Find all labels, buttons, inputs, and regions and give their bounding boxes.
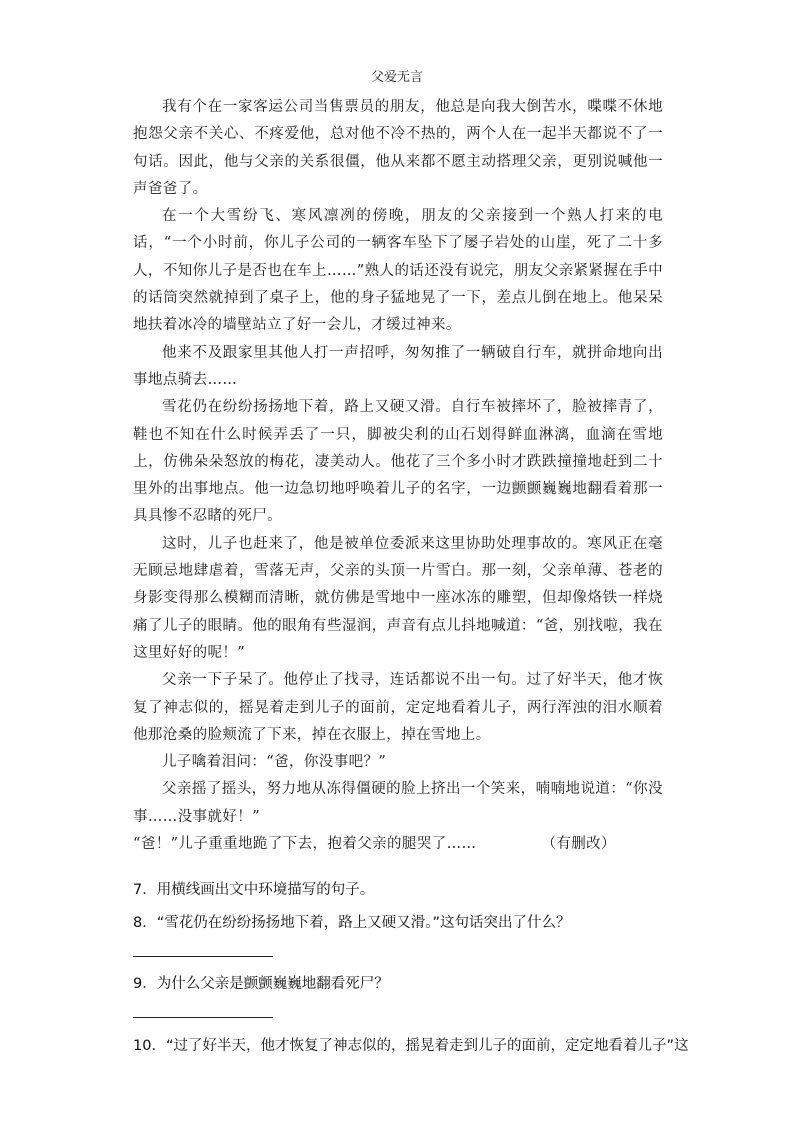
answer-line-8[interactable] bbox=[133, 956, 273, 957]
closing-text: “爸！”儿子重重地跪了下去，抱着父亲的腿哭了…… bbox=[133, 836, 477, 853]
paragraph: 我有个在一家客运公司当售票员的朋友，他总是向我大倒苦水，喋喋不休地抱怨父亲不关心、不疼爱他，总对他不冷不热的，两个人在一起半天都说不了一句话。因此，他与父亲的关系很僵，他从来都不愿主动搭理父亲，更别说喊他一声爸爸了。 bbox=[133, 99, 663, 197]
article-body bbox=[133, 94, 663, 858]
question-8: 8．“雪花仍在纷纷扬扬地下着，路上又硬又滑。”这句话突出了什么？ bbox=[133, 915, 571, 931]
paragraph: 父亲摇了摇头，努力地从冻得僵硬的脸上挤出一个笑来，喃喃地说道：“你没事……没事就好！” bbox=[133, 781, 663, 825]
paragraph: 儿子噙着泪问：“爸，你没事吧？” bbox=[162, 754, 387, 771]
source-note: （有删改） bbox=[541, 836, 616, 853]
answer-line-9[interactable] bbox=[133, 1017, 273, 1018]
paragraph: 这时，儿子也赶来了，他是被单位委派来这里协助处理事故的。寒风正在毫无顾忌地肆虐着，雪落无声，父亲的头顶一片雪白。那一刻，父亲单薄、苍老的身影变得那么模糊而清晰，就仿佛是雪地中一座冰冻的雕塑，但却像烙铁一样烧痛了儿子的眼睛。他的眼角有些湿润，声音有点儿抖地喊道：“爸，别找啦，我在这里好好的呢！” bbox=[133, 535, 663, 661]
paragraph: 雪花仍在纷纷扬扬地下着，路上又硬又滑。自行车被摔坏了，脸被摔青了，鞋也不知在什么时候弄丢了一只，脚被尖利的山石划得鲜血淋漓，血滴在雪地上，仿佛朵朵怒放的梅花，凄美动人。他花了三个多小时才跌跌撞撞地赶到二十里外的出事地点。他一边急切地呼唤着儿子的名字，一边颤颤巍巍地翻看着那一具具惨不忍睹的死尸。 bbox=[133, 399, 663, 525]
article-title: 父爱无言 bbox=[370, 70, 423, 85]
question-10: 10．“过了好半天，他才恢复了神志似的，摇晃着走到儿子的面前，定定地看着儿子”这 bbox=[133, 1038, 689, 1054]
closing-paragraph bbox=[133, 831, 663, 858]
paragraph: 在一个大雪纷飞、寒风凛冽的傍晚，朋友的父亲接到一个熟人打来的电话，“一个小时前，你儿子公司的一辆客车坠下了屡子岩处的山崖，死了二十多人，不知你儿子是否也在车上……”熟人的话还没有说完，朋友父亲紧紧握在手中的话筒突然就掉到了桌子上，他的身子猛地晃了一下，差点儿倒在地上。他呆呆地扶着冰冷的墙壁站立了好一会儿，才缓过神来。 bbox=[133, 208, 663, 334]
question-9: 9．为什么父亲是颤颤巍巍地翻看死尸？ bbox=[133, 976, 389, 992]
paragraph: 他来不及跟家里其他人打一声招呼，匆匆推了一辆破自行车，就拼命地向出事地点骑去…… bbox=[133, 344, 663, 388]
paragraph: 父亲一下子呆了。他停止了找寻，连话都说不出一句。过了好半天，他才恢复了神志似的，摇晃着走到儿子的面前，定定地看着儿子，两行浑浊的泪水顺着他那沧桑的脸颊流了下来，掉在衣服上，掉在雪地上。 bbox=[133, 672, 663, 743]
question-7: 7．用横线画出文中环境描写的句子。 bbox=[133, 882, 375, 898]
